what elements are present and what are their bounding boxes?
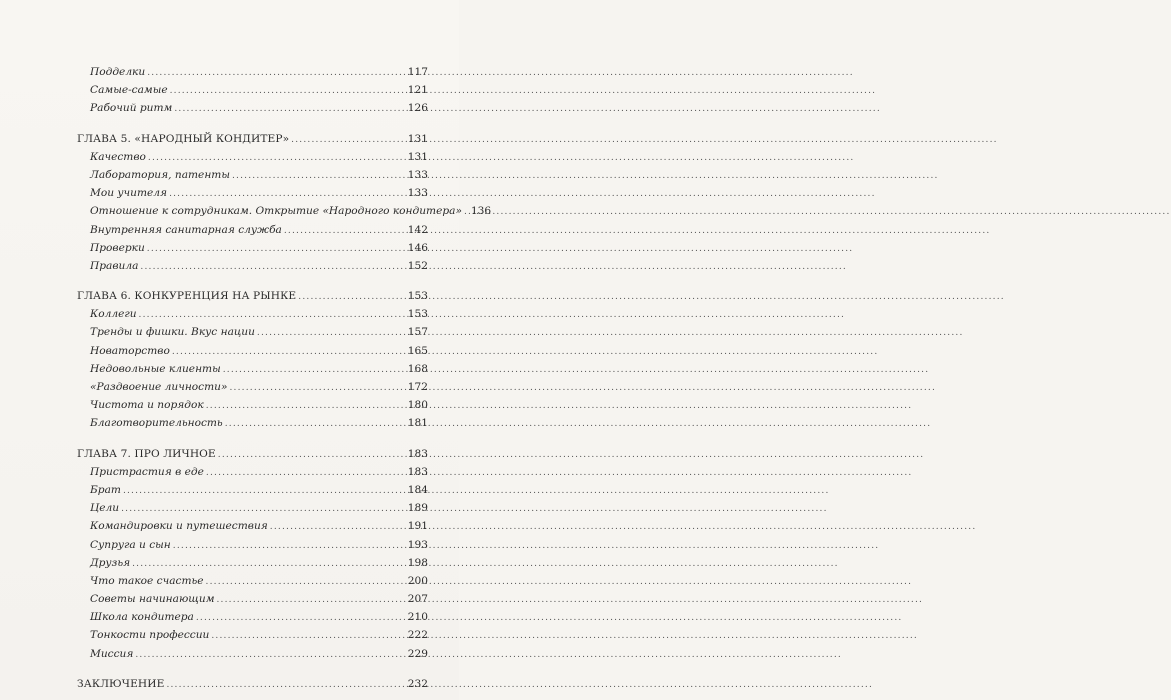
toc-entry-page: 165 bbox=[407, 344, 428, 357]
toc-leader-dots bbox=[223, 361, 407, 379]
toc-entry bbox=[77, 221, 428, 239]
toc-entry-title: Школа кондитера bbox=[90, 611, 194, 624]
toc-chapter-title: ГЛАВА 5. «НАРОДНЫЙ КОНДИТЕР» bbox=[77, 132, 290, 145]
toc-leader-dots bbox=[196, 609, 407, 627]
toc-entry-page: 198 bbox=[407, 556, 428, 569]
toc-leader-dots bbox=[206, 464, 407, 482]
toc-chapter bbox=[77, 445, 428, 463]
toc-entry bbox=[77, 536, 428, 554]
toc-entry-title: Рабочий ритм bbox=[90, 102, 173, 115]
toc-entry-title: Новаторство bbox=[90, 344, 170, 357]
toc-entry-title: Тонкости профессии bbox=[90, 629, 210, 642]
toc-entry bbox=[77, 360, 428, 378]
toc-entry bbox=[77, 239, 428, 257]
toc-entry bbox=[77, 148, 428, 166]
toc-entry-page: 172 bbox=[407, 381, 428, 393]
toc-leader-dots bbox=[123, 482, 407, 500]
toc-leader-dots bbox=[121, 500, 407, 518]
toc-leader-dots bbox=[174, 100, 406, 118]
toc-entry-page: 184 bbox=[407, 483, 428, 496]
toc-leader-dots bbox=[206, 573, 407, 591]
toc-entry bbox=[77, 463, 428, 481]
toc-entry bbox=[77, 99, 428, 117]
toc-entry-page: 153 bbox=[407, 308, 428, 321]
toc-chapter bbox=[77, 130, 428, 148]
toc-entry-page: 126 bbox=[407, 102, 428, 115]
toc-chapter bbox=[77, 675, 428, 693]
toc-chapter-page: 131 bbox=[407, 132, 428, 145]
toc-leader-dots bbox=[225, 415, 407, 433]
toc-entry-page: 133 bbox=[407, 187, 428, 200]
toc-entry-page: 157 bbox=[407, 326, 428, 339]
toc-leader-dots bbox=[270, 518, 407, 536]
toc-entry-title: Правила bbox=[90, 259, 139, 272]
toc-chapter-title: ЗАКЛЮЧЕНИЕ bbox=[77, 677, 165, 690]
section-gap bbox=[77, 118, 428, 130]
toc-entry-page: 146 bbox=[407, 241, 428, 254]
toc-entry bbox=[77, 499, 428, 517]
toc-leader-dots bbox=[148, 149, 407, 167]
toc-entry-page: 229 bbox=[407, 647, 428, 660]
toc-entry-title: Пристрастия в еде bbox=[90, 465, 204, 478]
toc-entry-title: Что такое счастье bbox=[90, 574, 204, 587]
toc-entry bbox=[77, 257, 428, 275]
toc-leader-dots bbox=[135, 646, 406, 664]
toc-entry bbox=[77, 166, 428, 184]
toc-entry-title: Чистота и порядок bbox=[90, 399, 204, 412]
toc-entry-page: 207 bbox=[407, 593, 428, 606]
toc-entry bbox=[77, 184, 428, 202]
toc-entry-title: Лаборатория, патенты bbox=[90, 168, 230, 181]
toc-chapter bbox=[77, 287, 428, 305]
toc-leader-dots bbox=[218, 446, 407, 464]
toc-leader-dots bbox=[217, 591, 407, 609]
toc-entry-title: Самые-самые bbox=[90, 84, 168, 97]
toc-entry-page: 121 bbox=[407, 84, 428, 97]
toc-leader-dots bbox=[140, 258, 406, 276]
book-page bbox=[0, 0, 492, 700]
toc-entry bbox=[77, 608, 428, 626]
toc-entry bbox=[77, 202, 492, 220]
toc-entry-title: Подделки bbox=[90, 66, 146, 78]
toc-entry-title: Мои учителя bbox=[90, 187, 168, 200]
toc-chapter-page: 153 bbox=[407, 290, 428, 303]
toc-leader-dots bbox=[211, 627, 406, 645]
toc-entry-title: Отношение к сотрудникам. Открытие «Народного кондитера» bbox=[90, 205, 462, 218]
toc-entry-page: 152 bbox=[407, 259, 428, 272]
toc-entry-page: 210 bbox=[407, 611, 428, 624]
toc-entry-title: Внутренняя санитарная служба bbox=[90, 223, 282, 236]
toc-entry-title: Советы начинающим bbox=[90, 593, 215, 606]
toc-entry-title: Тренды и фишки. Вкус нации bbox=[90, 326, 255, 339]
toc-entry-title: Супруга и сын bbox=[90, 538, 171, 551]
toc-entry-title: Качество bbox=[90, 150, 146, 163]
toc-entry-title: Благотворительность bbox=[90, 417, 223, 430]
toc-entry-title: «Раздвоение личности» bbox=[90, 381, 228, 393]
toc-entry bbox=[77, 396, 428, 414]
toc-entry bbox=[77, 517, 428, 535]
toc-entry-page: 189 bbox=[407, 502, 428, 515]
toc-entry-page: 193 bbox=[407, 538, 428, 551]
toc-entry bbox=[77, 626, 428, 644]
toc-entry-page: 133 bbox=[407, 168, 428, 181]
table-of-contents bbox=[77, 63, 492, 693]
toc-entry bbox=[77, 323, 428, 341]
toc-entry bbox=[77, 414, 428, 432]
toc-leader-dots bbox=[170, 82, 407, 100]
toc-entry-page: 181 bbox=[407, 417, 428, 430]
toc-entry-page: 117 bbox=[407, 66, 428, 78]
section-gap bbox=[77, 275, 428, 287]
toc-entry-title: Цели bbox=[90, 502, 120, 515]
toc-entry-page: 168 bbox=[407, 362, 428, 375]
toc-leader-dots bbox=[298, 288, 407, 306]
toc-chapter-page: 232 bbox=[407, 677, 428, 690]
section-gap bbox=[77, 663, 428, 675]
toc-leader-dots bbox=[173, 537, 407, 555]
toc-leader-dots bbox=[284, 222, 407, 240]
toc-entry-page: 180 bbox=[407, 399, 428, 412]
toc-entry-title: Командировки и путешествия bbox=[90, 520, 268, 533]
toc-entry bbox=[77, 481, 428, 499]
toc-leader-dots bbox=[229, 379, 406, 397]
toc-chapter-title: ГЛАВА 6. КОНКУРЕНЦИЯ НА РЫНКЕ bbox=[77, 290, 297, 303]
toc-leader-dots bbox=[206, 397, 407, 415]
toc-entry-title: Миссия bbox=[90, 647, 134, 660]
toc-entry bbox=[77, 305, 428, 323]
toc-entry-title: Брат bbox=[90, 483, 121, 496]
toc-chapter-page: 183 bbox=[407, 447, 428, 460]
toc-entry-page: 200 bbox=[407, 574, 428, 587]
toc-chapter-title: ГЛАВА 7. ПРО ЛИЧНОЕ bbox=[77, 447, 216, 460]
toc-entry-page: 136 bbox=[470, 205, 492, 218]
toc-leader-dots bbox=[166, 676, 406, 694]
toc-leader-dots bbox=[139, 306, 407, 324]
toc-entry bbox=[77, 554, 428, 572]
toc-entry-title: Друзья bbox=[90, 556, 131, 569]
toc-entry-page: 222 bbox=[407, 629, 428, 642]
toc-entry bbox=[77, 572, 428, 590]
toc-entry bbox=[77, 81, 428, 99]
toc-leader-dots bbox=[172, 343, 407, 361]
toc-entry-page: 142 bbox=[407, 223, 428, 236]
toc-leader-dots bbox=[147, 64, 407, 82]
toc-entry-title: Коллеги bbox=[90, 308, 137, 321]
toc-entry-title: Проверки bbox=[90, 241, 145, 254]
toc-leader-dots bbox=[232, 167, 407, 185]
section-gap bbox=[77, 433, 428, 445]
toc-leader-dots bbox=[291, 131, 407, 149]
toc-leader-dots bbox=[169, 185, 407, 203]
toc-entry bbox=[77, 590, 428, 608]
toc-entry bbox=[77, 342, 428, 360]
toc-entry-page: 183 bbox=[407, 465, 428, 478]
toc-leader-dots bbox=[257, 324, 407, 342]
toc-entry bbox=[77, 645, 428, 663]
toc-entry bbox=[77, 63, 428, 81]
toc-entry-page: 131 bbox=[407, 150, 428, 163]
toc-leader-dots bbox=[132, 555, 407, 573]
toc-entry-page: 191 bbox=[407, 520, 428, 533]
toc-leader-dots bbox=[147, 240, 407, 258]
toc-entry-title: Недовольные клиенты bbox=[90, 362, 221, 375]
toc-entry bbox=[77, 378, 428, 396]
